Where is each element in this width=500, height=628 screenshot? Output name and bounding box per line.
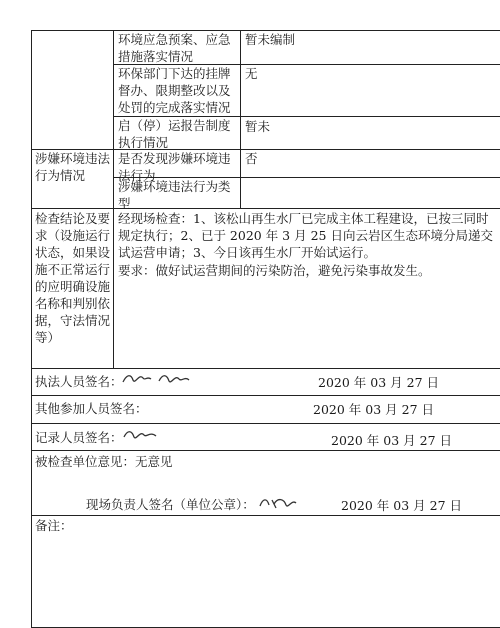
row-divider <box>31 368 500 369</box>
row-divider <box>31 395 500 396</box>
recorder-signature-label: 记录人员签名： <box>35 430 123 445</box>
enforcer-date: 2020 年 03 月 27 日 <box>318 375 439 390</box>
col-divider-label <box>113 30 114 368</box>
enforcer-signature-label: 执法人员签名： <box>35 374 123 389</box>
emergency-plan-label: 环境应急预案、应急措施落实情况 <box>118 32 231 64</box>
handwritten-signature-icon <box>121 370 191 388</box>
remarks-label: 备注： <box>35 518 73 533</box>
row-divider <box>31 423 500 424</box>
start-stop-report-label: 启（停）运报告制度执行情况 <box>118 118 231 150</box>
recorder-date: 2020 年 03 月 27 日 <box>331 433 452 448</box>
violation-type-label: 涉嫌环境违法行为类型 <box>118 179 231 211</box>
onsite-signature-label: 现场负责人签名（单位公章）： <box>86 497 255 512</box>
col-divider-value <box>240 30 241 208</box>
others-signature-label: 其他参加人员签名： <box>35 401 148 416</box>
others-date: 2020 年 03 月 27 日 <box>313 402 434 417</box>
start-stop-report-value: 暂未 <box>245 119 271 134</box>
inspected-unit-opinion: 被检查单位意见：无意见 <box>35 454 173 469</box>
violation-found-value: 否 <box>245 151 258 166</box>
row-divider <box>31 450 500 451</box>
conclusion-label: 检查结论及要求（设施运行状态，如果设施不正常运行的应明确设施名称和判别依据，守法情况等） <box>35 211 111 345</box>
emergency-plan-value: 暂未编制 <box>245 32 296 47</box>
conclusion-requirement: 要求：做好试运营期间的污染防治，避免污染事故发生。 <box>118 263 431 278</box>
conclusion-text: 经现场检查：1、该松山再生水厂已完成主体工程建设，已按三同时规定执行；2、已于 2020 年 3 月 25 日向云岩区生态环境分局递交试运营申请；3、今日该再生水厂开始试运行。 <box>118 211 493 260</box>
violation-section-label: 涉嫌环境违法行为情况 <box>35 151 111 183</box>
row-divider <box>31 208 500 209</box>
supervision-label: 环保部门下达的挂牌督办、限期整改以及处罚的完成落实情况 <box>118 66 231 115</box>
onsite-date: 2020 年 03 月 27 日 <box>341 498 462 513</box>
enforcer-signature <box>121 370 191 392</box>
handwritten-signature-icon <box>122 426 158 444</box>
border-left <box>31 30 32 628</box>
violation-found-label: 是否发现涉嫌环境违法行为 <box>118 151 231 183</box>
handwritten-signature-icon <box>258 494 298 512</box>
onsite-signature <box>258 494 298 516</box>
recorder-signature <box>122 426 158 448</box>
supervision-value: 无 <box>245 66 258 81</box>
